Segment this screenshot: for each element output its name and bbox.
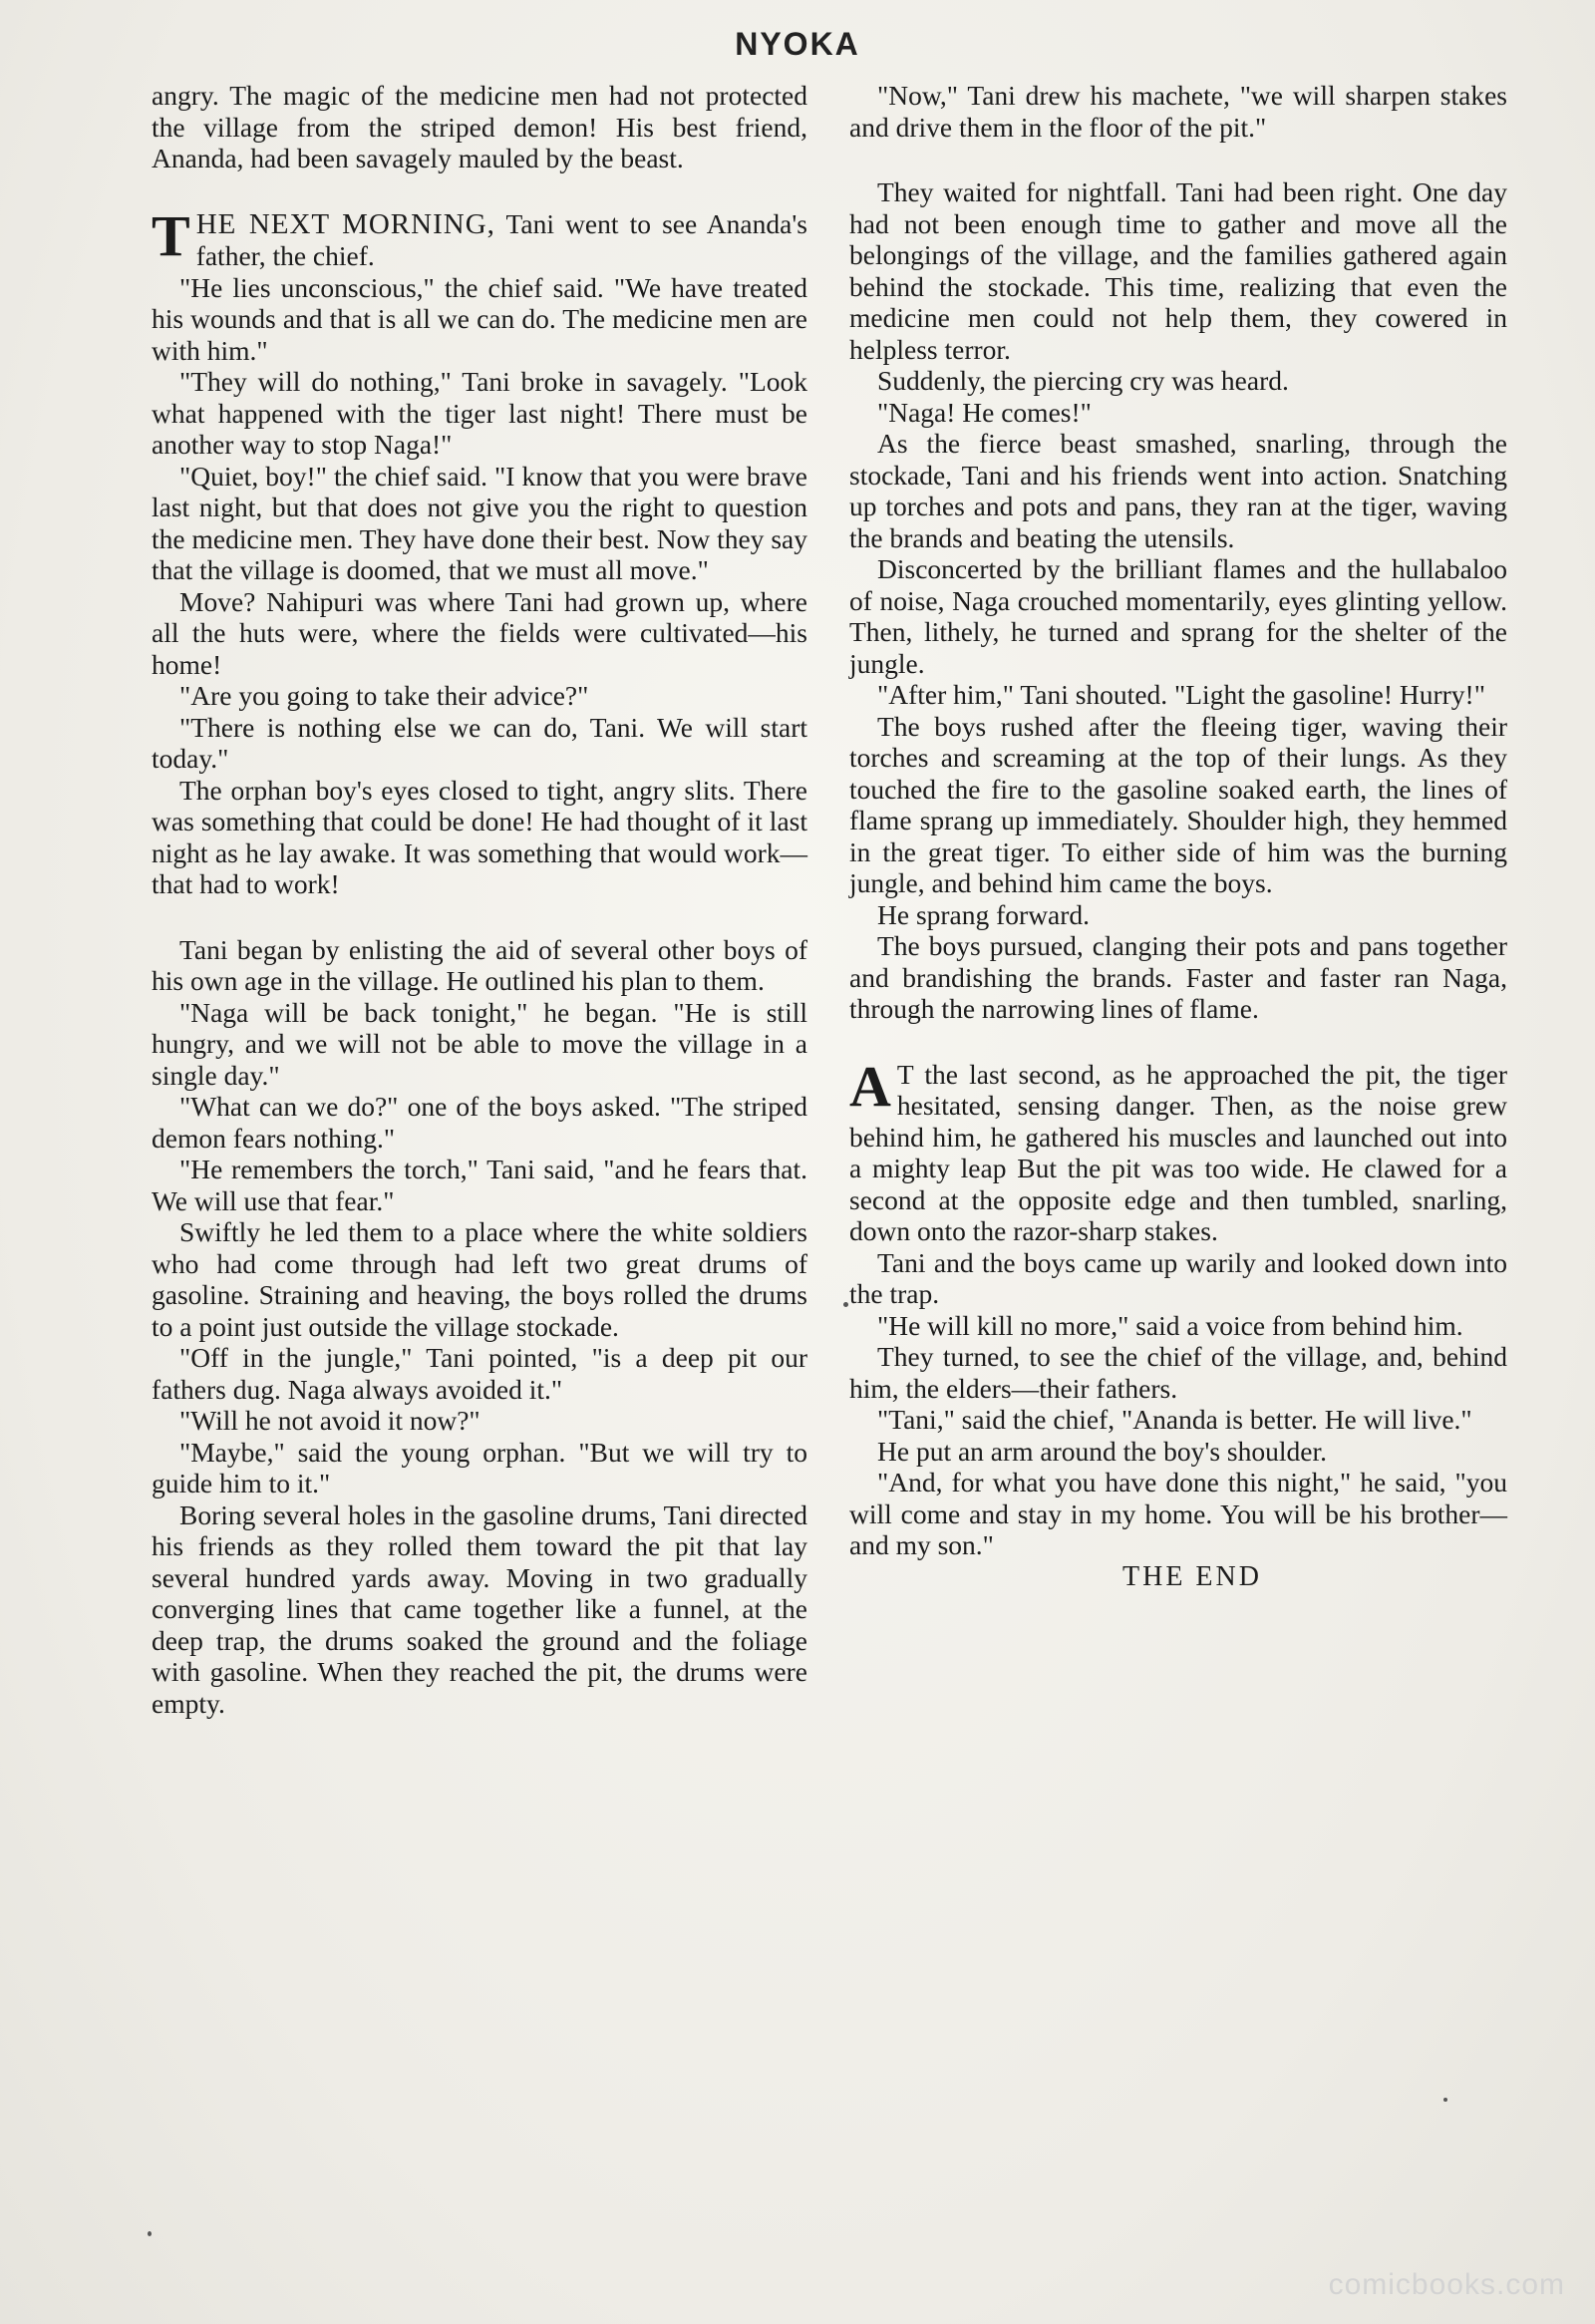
left-column-paragraph	[152, 80, 807, 174]
paragraph-text: They turned, to see the chief of the village, and, behind him, the elders—their fathers.	[849, 1341, 1507, 1404]
paragraph-text: Move? Nahipuri was where Tani had grown up, where all the huts were, where the fields were cultivated—his home!	[152, 585, 807, 680]
paragraph-text: "What can we do?" one of the boys asked. "The striped demon fears nothing."	[152, 1091, 807, 1154]
paragraph-text: "There is nothing else we can do, Tani. We will start today."	[152, 711, 807, 774]
paragraph-text: Swiftly he led them to a place where the white soldiers who had come through had left two great drums of gasoline. Straining and heaving, the boys rolled the drums to a point just outside the village stockade.	[152, 1216, 807, 1342]
left-text-column	[152, 80, 807, 1719]
paragraph-text: angry. The magic of the medicine men had not protected the village from the striped demon! His best friend, Ananda, had been savagely mauled by the beast.	[152, 80, 807, 173]
paragraph-text: "He lies unconscious," the chief said. "We have treated his wounds and that is all we can do. The medicine men are with him."	[152, 271, 807, 366]
paragraph-text: "And, for what you have done this night," he said, "you will come and stay in my home. You will be his brother—and my son."	[849, 1467, 1507, 1560]
paragraph-text: "Will he not avoid it now?"	[179, 1405, 480, 1436]
paragraph-text: He put an arm around the boy's shoulder.	[877, 1435, 1327, 1467]
right-column-paragraph	[849, 1053, 1507, 1247]
right-column-paragraph	[849, 397, 1507, 429]
print-speck	[148, 2231, 152, 2236]
left-column-paragraph	[152, 272, 807, 367]
paragraph-text: The orphan boy's eyes closed to tight, angry slits. There was something that could be done! He had thought of it last night as he lay awake. It was something that would work—that had to work!	[152, 774, 807, 899]
paragraph-text: "He will kill no more," said a voice from behind him.	[877, 1309, 1463, 1341]
right-column-paragraph	[849, 80, 1507, 143]
left-column-paragraph	[152, 1499, 807, 1720]
left-column-paragraph	[152, 1154, 807, 1216]
print-speck	[843, 1302, 848, 1307]
paragraph-text: Tani and the boys came up warily and looked down into the trap.	[849, 1246, 1507, 1309]
drop-cap: T	[152, 202, 190, 268]
paragraph-text: "Off in the jungle," Tani pointed, "is a deep pit our fathers dug. Naga always avoided it."	[152, 1342, 807, 1405]
watermark: comicbooks.com	[1328, 2268, 1565, 2301]
paragraph-text: T the last second, as he approached the pit, the tiger hesitated, sensing danger. Then, as the noise grew behind him, he gathered his muscles and launched out into a mighty leap But the pit was too wide. He clawed for a second at the opposite edge and then tumbled, snarling, down onto the razor-sharp stakes.	[849, 1058, 1507, 1246]
right-text-column	[849, 80, 1507, 1592]
right-column-paragraph	[849, 1247, 1507, 1310]
paragraph-text: "Naga will be back tonight," he began. "He is still hungry, and we will not be able to move the village in a single day."	[152, 996, 807, 1091]
left-column-paragraph	[152, 712, 807, 775]
paragraph-text: "They will do nothing," Tani broke in savagely. "Look what happened with the tiger last night! There must be another way to stop Naga!"	[152, 366, 807, 460]
left-column-paragraph	[152, 680, 807, 712]
drop-cap: A	[849, 1053, 891, 1119]
left-column-paragraph	[152, 586, 807, 681]
page-title: NYOKA	[735, 26, 860, 62]
left-column-paragraph	[152, 1342, 807, 1405]
right-column-paragraph	[849, 679, 1507, 711]
paragraph-text: Tani began by enlisting the aid of several other boys of his own age in the village. He outlined his plan to them.	[152, 933, 807, 996]
left-column-paragraph	[152, 997, 807, 1092]
right-column-paragraph	[849, 930, 1507, 1025]
print-speck	[1443, 2098, 1447, 2102]
right-column-paragraph	[849, 1310, 1507, 1342]
paragraph-text: Disconcerted by the brilliant flames and the hullabaloo of noise, Naga crouched momentarily, eyes glinting yellow. Then, lithely, he turned and sprang for the shelter of the jungle.	[849, 553, 1507, 679]
paragraph-text: "After him," Tani shouted. "Light the gasoline! Hurry!"	[877, 679, 1485, 710]
left-column-paragraph	[152, 1091, 807, 1154]
left-column-paragraph	[152, 1437, 807, 1499]
section-lead: HE NEXT MORNING,	[195, 207, 495, 240]
left-column-paragraph	[152, 461, 807, 586]
left-column-paragraph	[152, 775, 807, 900]
right-column-paragraph	[849, 1404, 1507, 1436]
right-column-paragraph	[849, 1467, 1507, 1561]
right-column-paragraph	[849, 899, 1507, 931]
left-column-paragraph	[152, 934, 807, 997]
paragraph-text: Suddenly, the piercing cry was heard.	[877, 365, 1289, 396]
paragraph-text: "Are you going to take their advice?"	[179, 680, 589, 711]
paragraph-text: They waited for nightfall. Tani had been right. One day had not been enough time to gather and move all the belongings of the village, and the families gathered again behind the stockade. This time, realizing that even the medicine men could not help them, they cowered in helpless terror.	[849, 176, 1507, 365]
right-column-paragraph	[849, 365, 1507, 397]
right-column-paragraph	[849, 428, 1507, 553]
paragraph-text: The boys pursued, clanging their pots and pans together and brandishing the brands. Faster and faster ran Naga, through the narrowing lines of flame.	[849, 930, 1507, 1024]
paragraph-text: Tani went to see Ananda's father, the chief.	[195, 207, 807, 271]
paragraph-text: He sprang forward.	[877, 898, 1091, 930]
left-column-paragraph	[152, 1405, 807, 1437]
left-column-paragraph	[152, 366, 807, 461]
paragraph-text: "Quiet, boy!" the chief said. "I know that you were brave last night, but that does not give you the right to question the medicine men. They have done their best. Now they say that the village is doomed, that we must all move."	[152, 460, 807, 585]
paragraph-text: "Maybe," said the young orphan. "But we will try to guide him to it."	[152, 1436, 807, 1498]
right-column-paragraph	[849, 553, 1507, 679]
right-column-paragraph	[849, 1436, 1507, 1468]
paragraph-text: "Naga! He comes!"	[877, 396, 1092, 428]
left-column-paragraph	[152, 1216, 807, 1342]
left-column-paragraph	[152, 202, 807, 272]
paragraph-text: The boys rushed after the fleeing tiger, waving their torches and screaming at the top of their lungs. As they touched the fire to the gasoline soaked earth, the lines of flame sprang up immediately. Shoulder high, they hemmed in the great tiger. To either side of him was the burning jungle, and behind him came the boys.	[849, 710, 1507, 898]
right-column-paragraph	[849, 1341, 1507, 1404]
paragraph-text: "He remembers the torch," Tani said, "and he fears that. We will use that fear."	[152, 1154, 807, 1216]
paragraph-text: As the fierce beast smashed, snarling, through the stockade, Tani and his friends went into action. Snatching up torches and pots and pans, they ran at the tiger, waving the brands and beating the utensils.	[849, 428, 1507, 553]
right-column-paragraph	[849, 176, 1507, 365]
the-end-label: THE END	[1122, 1560, 1262, 1592]
paragraph-text: Boring several holes in the gasoline drums, Tani directed his friends as they rolled them toward the pit that lay several hundred yards away. Moving in two gradually converging lines that came together like a funnel, at the deep trap, the drums soaked the ground and the foliage with gasoline. When they reached the pit, the drums were empty.	[152, 1498, 807, 1719]
right-column-paragraph	[849, 711, 1507, 899]
paragraph-text: "Now," Tani drew his machete, "we will sharpen stakes and drive them in the floor of the pit."	[849, 80, 1507, 143]
paragraph-text: "Tani," said the chief, "Ananda is better. He will live."	[877, 1404, 1472, 1435]
